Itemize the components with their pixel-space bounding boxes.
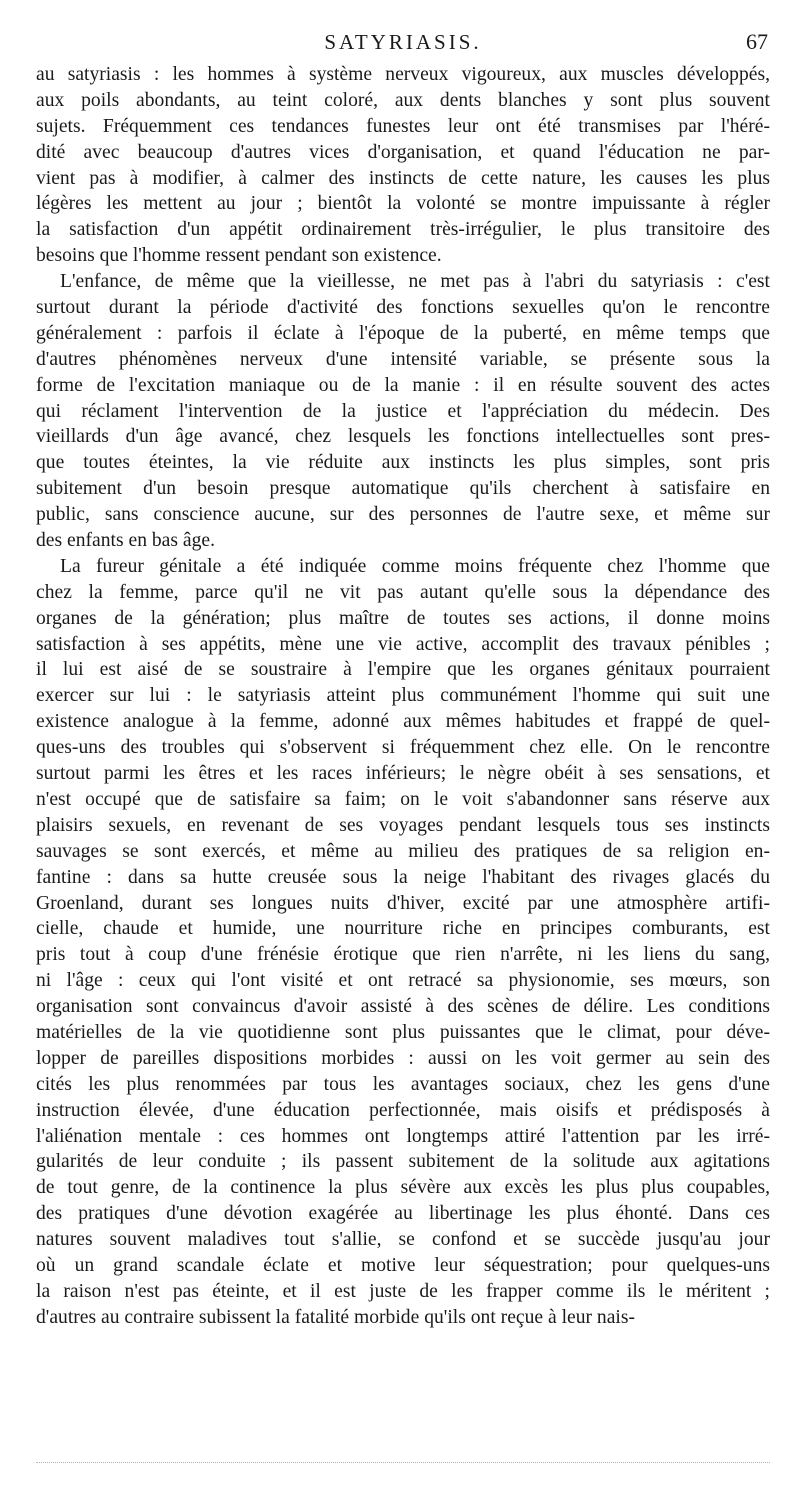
text-line: de tout genre, de la continence la plus sévère aux excès les plus plus coupables,	[36, 1177, 770, 1199]
text-line: l'aliénation mentale : ces hommes ont longtemps attiré l'attention par les irré-	[36, 1125, 770, 1147]
text-line: fantine : dans sa hutte creusée sous la neige l'habitant des rivages glacés du	[36, 866, 770, 888]
text-line: d'autres phénomènes nerveux d'une intensité variable, se présente sous la	[36, 348, 770, 370]
text-line: chez la femme, parce qu'il ne vit pas autant qu'elle sous la dépendance des	[36, 581, 770, 603]
text-line: plaisirs sexuels, en revenant de ses voyages pendant lesquels tous ses instincts	[36, 814, 770, 836]
text-line: sujets. Fréquemment ces tendances funestes leur ont été transmises par l'héré-	[36, 115, 770, 137]
text-line: subitement d'un besoin presque automatique qu'ils cherchent à satisfaire en	[36, 478, 770, 500]
text-line: légères les mettent au jour ; bientôt la volonté se montre impuissante à régler	[36, 193, 770, 215]
text-line: où un grand scandale éclate et motive leur séquestration; pour quelques-uns	[36, 1254, 770, 1276]
text-line: il lui est aisé de se soustraire à l'empire que les organes génitaux pourraient	[36, 659, 770, 681]
text-line: cités les plus renommées par tous les avantages sociaux, chez les gens d'une	[36, 1073, 770, 1095]
text-line: public, sans conscience aucune, sur des personnes de l'autre sexe, et même sur	[36, 504, 770, 526]
text-line: matérielles de la vie quotidienne sont plus puissantes que le climat, pour déve-	[36, 1021, 770, 1043]
text-line: sauvages se sont exercés, et même au milieu des pratiques de sa religion en-	[36, 840, 770, 862]
footer-rule	[36, 1462, 770, 1463]
text-line: existence analogue à la femme, adonné aux mêmes habitudes et frappé de quel-	[36, 711, 770, 733]
text-line: généralement : parfois il éclate à l'époque de la puberté, en même temps que	[36, 322, 770, 344]
text-line: satisfaction à ses appétits, mène une vie active, accomplit des travaux pénibles ;	[36, 633, 770, 655]
text-line: des enfants en bas âge.	[36, 530, 215, 552]
text-line: ques-uns des troubles qui s'observent si fréquemment chez elle. On le rencontre	[36, 737, 770, 759]
paragraph	[36, 554, 770, 1331]
running-title: SATYRIASIS.	[324, 30, 482, 54]
text-line: L'enfance, de même que la vieillesse, ne met pas à l'abri du satyriasis : c'est	[60, 271, 770, 293]
text-line: ni l'âge : ceux qui l'ont visité et ont retracé sa physionomie, ses mœurs, son	[36, 970, 770, 992]
text-line: surtout parmi les êtres et les races inférieurs; le nègre obéit à ses sensations, et	[36, 763, 770, 785]
text-line: cielle, chaude et humide, une nourriture riche en principes comburants, est	[36, 918, 770, 940]
text-line: organisation sont convaincus d'avoir assisté à des scènes de délire. Les conditions	[36, 996, 770, 1018]
text-line: gularités de leur conduite ; ils passent subitement de la solitude aux agitations	[36, 1151, 770, 1173]
text-line: pris tout à coup d'une frénésie érotique que rien n'arrête, ni les liens du sang,	[36, 944, 770, 966]
text-line: besoins que l'homme ressent pendant son existence.	[36, 245, 442, 267]
text-line: aux poils abondants, au teint coloré, aux dents blanches y sont plus souvent	[36, 89, 770, 111]
body-text	[36, 62, 770, 1331]
text-line: surtout durant la période d'activité des fonctions sexuelles qu'on le rencontre	[36, 297, 770, 319]
text-line: au satyriasis : les hommes à système nerveux vigoureux, aux muscles développés,	[36, 64, 770, 85]
text-line: d'autres au contraire subissent la fatalité morbide qu'ils ont reçue à leur nais-	[36, 1306, 636, 1328]
text-line: qui réclament l'intervention de la justice et l'appréciation du médecin. Des	[36, 400, 770, 422]
text-line: vieillards d'un âge avancé, chez lesquels les fonctions intellectuelles sont pres-	[36, 426, 770, 448]
paragraph	[36, 269, 770, 554]
text-line: vient pas à modifier, à calmer des instincts de cette nature, les causes les plus	[36, 167, 770, 189]
text-line: dité avec beaucoup d'autres vices d'organisation, et quand l'éducation ne par-	[36, 141, 770, 163]
running-head	[36, 0, 770, 60]
text-line: instruction élevée, d'une éducation perfectionnée, mais oisifs et prédisposés à	[36, 1099, 770, 1121]
text-line: natures souvent maladives tout s'allie, se confond et se succède jusqu'au jour	[36, 1229, 770, 1251]
text-line: forme de l'excitation maniaque ou de la manie : il en résulte souvent des actes	[36, 374, 770, 396]
text-line: organes de la génération; plus maître de toutes ses actions, il donne moins	[36, 607, 770, 629]
text-line: exercer sur lui : le satyriasis atteint plus communément l'homme qui suit une	[36, 685, 770, 707]
text-line: Groenland, durant ses longues nuits d'hiver, excité par une atmosphère artifi-	[36, 892, 770, 914]
paragraph	[36, 62, 770, 269]
text-line: n'est occupé que de satisfaire sa faim; on le voit s'abandonner sans réserve aux	[36, 788, 770, 810]
book-page	[36, 0, 770, 1501]
text-line: lopper de pareilles dispositions morbides : aussi on les voit germer au sein des	[36, 1047, 770, 1069]
text-line: la satisfaction d'un appétit ordinairement très-irrégulier, le plus transitoire des	[36, 219, 770, 241]
page-number: 67	[746, 29, 768, 54]
text-line: que toutes éteintes, la vie réduite aux instincts les plus simples, sont pris	[36, 452, 770, 474]
text-line: la raison n'est pas éteinte, et il est juste de les frapper comme ils le méritent ;	[36, 1280, 770, 1302]
text-line: des pratiques d'une dévotion exagérée au libertinage les plus éhonté. Dans ces	[36, 1203, 770, 1225]
text-line: La fureur génitale a été indiquée comme moins fréquente chez l'homme que	[60, 555, 770, 577]
